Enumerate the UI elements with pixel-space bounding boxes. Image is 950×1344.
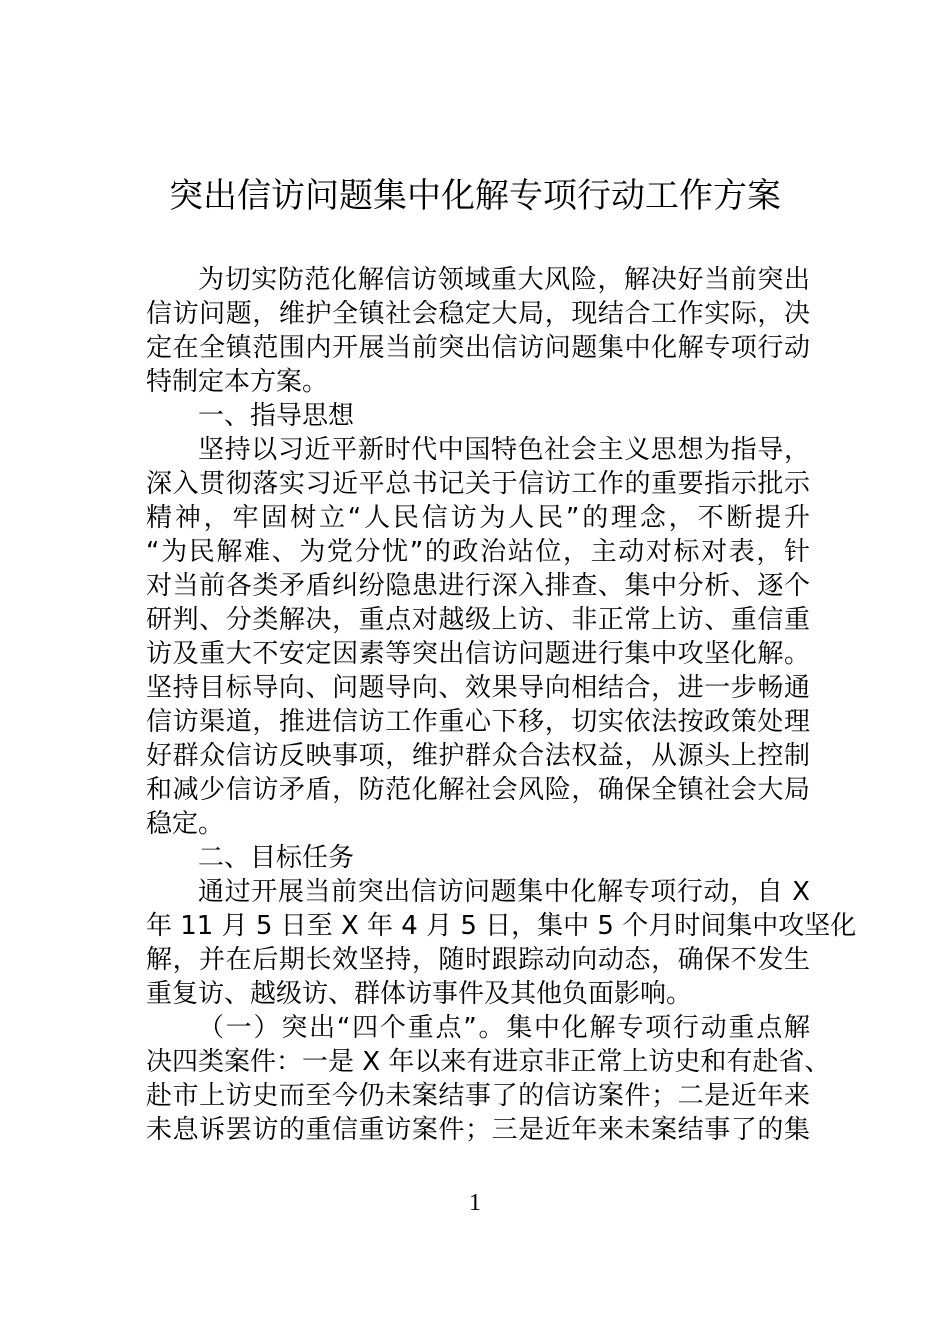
paragraph-line: 和减少信访矛盾，防范化解社会风险，确保全镇社会大局 xyxy=(146,775,810,805)
paragraph-line: 决四类案件：一是 X 年以来有进京非正常上访史和有赴省、 xyxy=(146,1047,831,1077)
paragraph-line: （一）突出“四个重点”。集中化解专项行动重点解 xyxy=(198,1013,810,1043)
document-title: 突出信访问题集中化解专项行动工作方案 xyxy=(169,176,781,216)
paragraph-line: 解，并在后期长效坚持，随时跟踪动向动态，确保不发生 xyxy=(146,945,810,975)
paragraph-line: 坚持目标导向、问题导向、效果导向相结合，进一步畅通 xyxy=(146,673,810,703)
page-number: 1 xyxy=(469,1190,481,1216)
paragraph-line: 年 11 月 5 日至 X 年 4 月 5 日，集中 5 个月时间集中攻坚化 xyxy=(146,911,857,941)
paragraph-line: “为民解难、为党分忧”的政治站位，主动对标对表，针 xyxy=(146,537,810,567)
paragraph-line: 为切实防范化解信访领域重大风险，解决好当前突出 xyxy=(198,265,810,295)
section-heading: 一、指导思想 xyxy=(198,401,355,431)
paragraph-line: 精神，牢固树立“人民信访为人民”的理念，不断提升 xyxy=(146,503,810,533)
paragraph-line: 访及重大不安定因素等突出信访问题进行集中攻坚化解。 xyxy=(146,639,810,669)
paragraph-line: 信访问题，维护全镇社会稳定大局，现结合工作实际，决 xyxy=(146,299,810,329)
paragraph-line: 对当前各类矛盾纠纷隐患进行深入排查、集中分析、逐个 xyxy=(146,571,810,601)
paragraph-line: 好群众信访反映事项，维护群众合法权益，从源头上控制 xyxy=(146,741,810,771)
paragraph-line: 赴市上访史而至今仍未案结事了的信访案件；二是近年来 xyxy=(146,1081,810,1111)
paragraph-line: 稳定。 xyxy=(146,809,225,839)
paragraph-line: 坚持以习近平新时代中国特色社会主义思想为指导， xyxy=(198,435,810,465)
section-heading: 二、目标任务 xyxy=(198,843,355,873)
paragraph-line: 信访渠道，推进信访工作重心下移，切实依法按政策处理 xyxy=(146,707,810,737)
paragraph-line: 重复访、越级访、群体访事件及其他负面影响。 xyxy=(146,979,693,1009)
paragraph-line: 研判、分类解决，重点对越级上访、非正常上访、重信重 xyxy=(146,605,810,635)
paragraph-line: 特制定本方案。 xyxy=(146,367,329,397)
paragraph-line: 深入贯彻落实习近平总书记关于信访工作的重要指示批示 xyxy=(146,469,810,499)
document-body xyxy=(146,263,857,1147)
paragraph-line: 通过开展当前突出信访问题集中化解专项行动，自 X xyxy=(198,877,810,907)
paragraph-line: 未息诉罢访的重信重访案件；三是近年来未案结事了的集 xyxy=(146,1115,810,1145)
paragraph-line: 定在全镇范围内开展当前突出信访问题集中化解专项行动 xyxy=(146,333,810,363)
